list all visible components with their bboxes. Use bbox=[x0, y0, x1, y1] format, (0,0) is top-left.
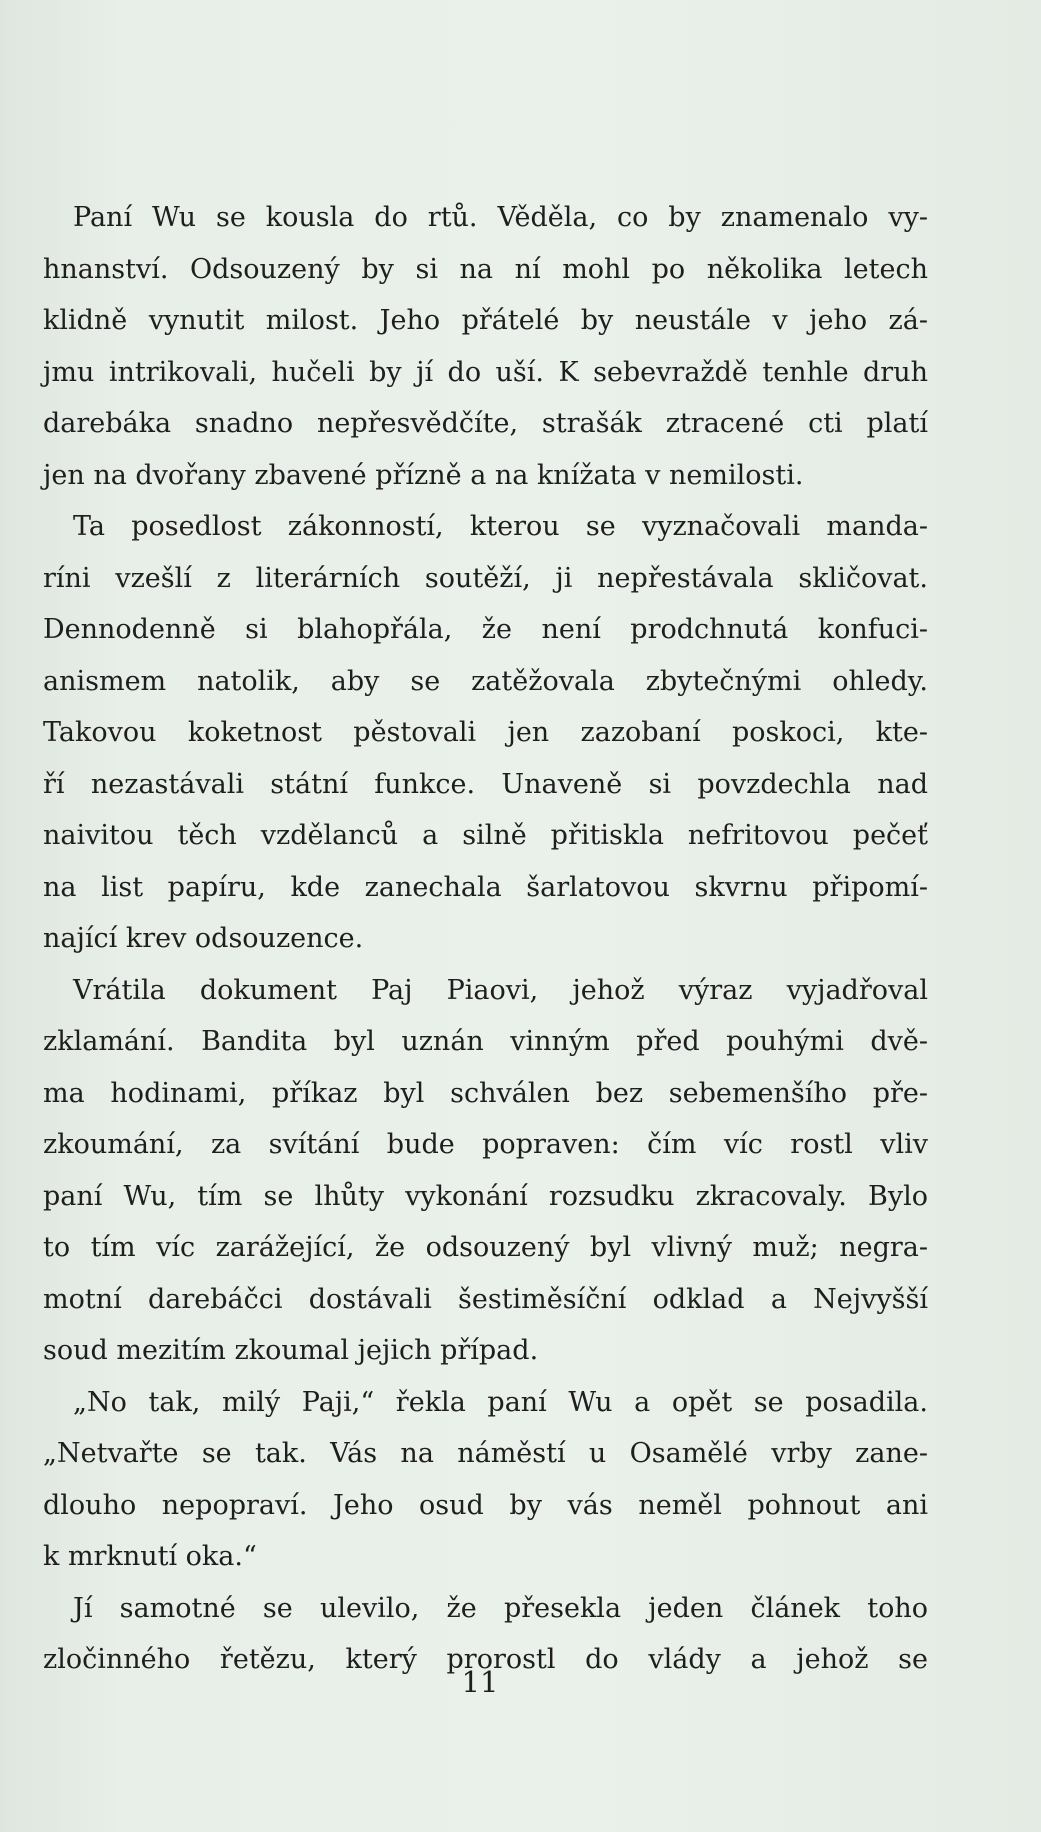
text-line: Dennodenně si blahopřála, že není prodchnutá konfuci- bbox=[43, 614, 928, 645]
text-line: ríni vzešlí z literárních soutěží, ji nepřestávala skličovat. bbox=[43, 562, 928, 594]
text-line: Jí samotné se ulevilo, že přesekla jeden článek toho bbox=[73, 1592, 928, 1624]
text-line: soud mezitím zkoumal jejich případ. bbox=[43, 1335, 539, 1366]
text-line: naivitou těch vzdělanců a silně přitiskla nefritovou pečeť bbox=[43, 820, 928, 851]
text-line: na list papíru, kde zanechala šarlatovou skvrnu připomí- bbox=[43, 871, 928, 903]
text-line: klidně vynutit milost. Jeho přátelé by neustále v jeho zá- bbox=[43, 305, 928, 336]
text-line: Ta posedlost zákonností, kterou se vyznačovali manda- bbox=[73, 511, 928, 542]
text-line: ma hodinami, příkaz byl schválen bez sebemenšího pře- bbox=[43, 1077, 928, 1109]
text-line: Takovou koketnost pěstovali jen zazobaní poskoci, kte- bbox=[43, 717, 928, 748]
text-line: motní darebáčci dostávali šestiměsíční odklad a Nejvyšší bbox=[43, 1283, 928, 1315]
text-line: zklamání. Bandita byl uznán vinným před pouhými dvě- bbox=[43, 1026, 928, 1057]
text-line: darebáka snadno nepřesvědčíte, strašák ztracené cti platí bbox=[43, 408, 928, 439]
text-line: zkoumání, za svítání bude popraven: čím víc rostl vliv bbox=[43, 1129, 928, 1160]
text-line: jmu intrikovali, hučeli by jí do uší. K sebevraždě tenhle druh bbox=[43, 356, 928, 388]
text-line: „No tak, milý Paji,“ řekla paní Wu a opět se posadila. bbox=[73, 1386, 928, 1418]
text-line: to tím víc zarážející, že odsouzený byl vlivný muž; negra- bbox=[43, 1232, 928, 1263]
text-line: ří nezastávali státní funkce. Unaveně si povzdechla nad bbox=[43, 768, 928, 800]
text-line: k mrknutí oka.“ bbox=[43, 1541, 257, 1572]
page-number: 11 bbox=[461, 1665, 499, 1699]
text-line: Paní Wu se kousla do rtů. Věděla, co by znamenalo vy- bbox=[73, 202, 928, 233]
text-line: „Netvařte se tak. Vás na náměstí u Osamělé vrby zane- bbox=[43, 1438, 928, 1469]
text-line: anismem natolik, aby se zatěžovala zbytečnými ohledy. bbox=[43, 665, 928, 697]
body-text bbox=[43, 192, 928, 1686]
text-line: jen na dvořany zbavené přízně a na knížata v nemilosti. bbox=[43, 459, 804, 491]
text-line: dlouho nepopraví. Jeho osud by vás neměl pohnout ani bbox=[43, 1489, 928, 1521]
text-line: paní Wu, tím se lhůty vykonání rozsudku zkracovaly. Bylo bbox=[43, 1180, 928, 1212]
text-line: zločinného řetězu, který prorostl do vlády a jehož se bbox=[43, 1644, 928, 1675]
text-line: nající krev odsouzence. bbox=[43, 923, 364, 954]
text-line: hnanství. Odsouzený by si na ní mohl po několika letech bbox=[43, 253, 928, 285]
text-line: Vrátila dokument Paj Piaovi, jehož výraz vyjadřoval bbox=[73, 974, 928, 1006]
